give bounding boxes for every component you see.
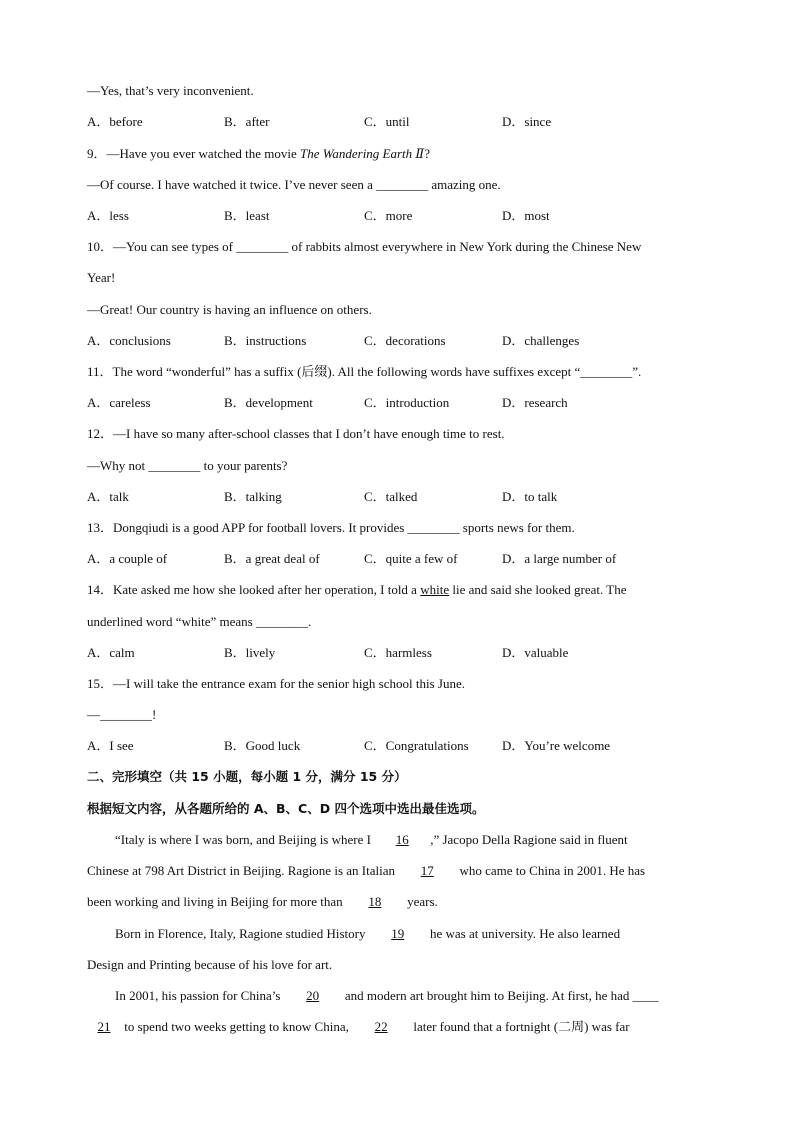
passage-line: [115, 925, 620, 943]
q8-options: [87, 113, 727, 131]
q11-option-c[interactable]: C．introduction: [364, 395, 450, 410]
q8-option-a[interactable]: A．before: [87, 114, 143, 129]
q8-option-d[interactable]: D．since: [502, 114, 552, 129]
q9-stem: [87, 145, 430, 163]
blank-19[interactable]: 19: [391, 926, 405, 941]
passage-line: [115, 831, 628, 849]
q15-option-a[interactable]: A．I see: [87, 738, 134, 753]
q9-option-a[interactable]: A．less: [87, 208, 129, 223]
q14-stem-prefix: 14．Kate asked me how she looked after her operation, I told a: [87, 582, 421, 597]
passage-text: to spend two weeks getting to know China,: [121, 1019, 353, 1034]
q9-options: [87, 207, 727, 225]
q9-stem-suffix: ?: [424, 146, 431, 161]
q12-option-a[interactable]: A．talk: [87, 489, 129, 504]
q12-reply: —Why not ________ to your parents?: [87, 458, 288, 473]
q14-stem-suffix: lie and said she looked great. The: [449, 582, 627, 597]
passage-text: he was at university. He also learned: [426, 926, 621, 941]
passage-line: [87, 893, 438, 911]
passage-line: Design and Printing because of his love for art.: [87, 957, 333, 972]
q15-option-d[interactable]: D．You’re welcome: [502, 738, 611, 753]
q15-option-b[interactable]: B．Good luck: [224, 738, 301, 753]
passage-text: and modern art brought him to Beijing. At first, he had: [341, 988, 633, 1003]
passage-line: [87, 862, 645, 880]
q10-option-c[interactable]: C．decorations: [364, 333, 446, 348]
q11-option-a[interactable]: A．careless: [87, 395, 151, 410]
passage-line: [87, 1018, 630, 1036]
q15-options: [87, 737, 727, 755]
passage-text: Born in Florence, Italy, Ragione studied History: [115, 926, 369, 941]
q15-stem: 15．—I will take the entrance exam for the senior high school this June.: [87, 676, 465, 691]
q10-reply: —Great! Our country is having an influence on others.: [87, 302, 372, 317]
q9-movie-title: The Wandering Earth Ⅱ: [299, 146, 425, 161]
q10-option-a[interactable]: A．conclusions: [87, 333, 171, 348]
q13-option-d[interactable]: D．a large number of: [502, 551, 617, 566]
q14-option-d[interactable]: D．valuable: [502, 645, 569, 660]
q11-options: [87, 394, 727, 412]
q10-options: [87, 332, 727, 350]
q15-reply: —________!: [87, 707, 157, 722]
q12-option-d[interactable]: D．to talk: [502, 489, 558, 504]
q10-option-d[interactable]: D．challenges: [502, 333, 580, 348]
q11-option-b[interactable]: B．development: [224, 395, 313, 410]
passage-text: In 2001, his passion for China’s: [115, 988, 284, 1003]
passage-text: “Italy is where I was born, and Beijing is where I: [115, 832, 375, 847]
blank-16[interactable]: 16: [395, 832, 409, 847]
q12-options: [87, 488, 727, 506]
q14-options: [87, 644, 727, 662]
q14-option-c[interactable]: C．harmless: [364, 645, 432, 660]
q13-option-c[interactable]: C．quite a few of: [364, 551, 458, 566]
passage-text: ,” Jacopo Della Ragione said in fluent: [430, 832, 628, 847]
q14-stem-line1: [87, 581, 626, 599]
q15-option-c[interactable]: C．Congratulations: [364, 738, 469, 753]
passage-text: Chinese at 798 Art District in Beijing. Ragione is an Italian: [87, 863, 399, 878]
q13-stem: 13．Dongqiudi is a good APP for football lovers. It provides ________ sports news for them.: [87, 520, 575, 535]
q9-option-c[interactable]: C．more: [364, 208, 413, 223]
passage-line: [115, 987, 659, 1005]
q9-option-b[interactable]: B．least: [224, 208, 270, 223]
blank-18[interactable]: 18: [368, 894, 382, 909]
q8-dialog-line: —Yes, that’s very inconvenient.: [87, 83, 254, 98]
q14-underlined-word: white: [420, 582, 450, 597]
blank-20[interactable]: 20: [306, 988, 320, 1003]
q14-option-b[interactable]: B．lively: [224, 645, 276, 660]
section-instruction: 根据短文内容，从各题所给的 A、B、C、D 四个选项中选出最佳选项。: [87, 801, 485, 816]
q12-stem: 12．—I have so many after-school classes that I don’t have enough time to rest.: [87, 426, 505, 441]
section-heading: 二、完形填空（共 15 小题，每小题 1 分，满分 15 分）: [87, 769, 407, 784]
q9-stem-prefix: 9．—Have you ever watched the movie: [87, 146, 300, 161]
passage-text: later found that a fortnight (二周) was far: [410, 1019, 630, 1034]
q10-option-b[interactable]: B．instructions: [224, 333, 307, 348]
passage-text: been working and living in Beijing for more than: [87, 894, 346, 909]
q12-option-b[interactable]: B．talking: [224, 489, 282, 504]
q14-stem-line2: underlined word “white” means ________.: [87, 614, 312, 629]
passage-text: who came to China in 2001. He has: [456, 863, 646, 878]
q13-options: [87, 550, 727, 568]
q13-option-a[interactable]: A．a couple of: [87, 551, 168, 566]
q9-reply: —Of course. I have watched it twice. I’ve never seen a ________ amazing one.: [87, 177, 501, 192]
q11-option-d[interactable]: D．research: [502, 395, 568, 410]
q10-stem-line2: Year!: [87, 270, 116, 285]
q12-option-c[interactable]: C．talked: [364, 489, 418, 504]
blank-22[interactable]: 22: [374, 1019, 388, 1034]
blank-21[interactable]: 21: [97, 1019, 111, 1034]
q10-stem-line1: 10．—You can see types of ________ of rabbits almost everywhere in New York during the Chinese New: [87, 239, 642, 254]
blank-21-lead: ____: [632, 988, 659, 1003]
q11-stem: 11．The word “wonderful” has a suffix (后缀). All the following words have suffixes except “________”.: [87, 364, 642, 379]
q13-option-b[interactable]: B．a great deal of: [224, 551, 320, 566]
passage-text: years.: [403, 894, 438, 909]
blank-17[interactable]: 17: [420, 863, 434, 878]
q14-option-a[interactable]: A．calm: [87, 645, 135, 660]
q8-option-b[interactable]: B．after: [224, 114, 270, 129]
q8-option-c[interactable]: C．until: [364, 114, 410, 129]
q9-option-d[interactable]: D．most: [502, 208, 550, 223]
